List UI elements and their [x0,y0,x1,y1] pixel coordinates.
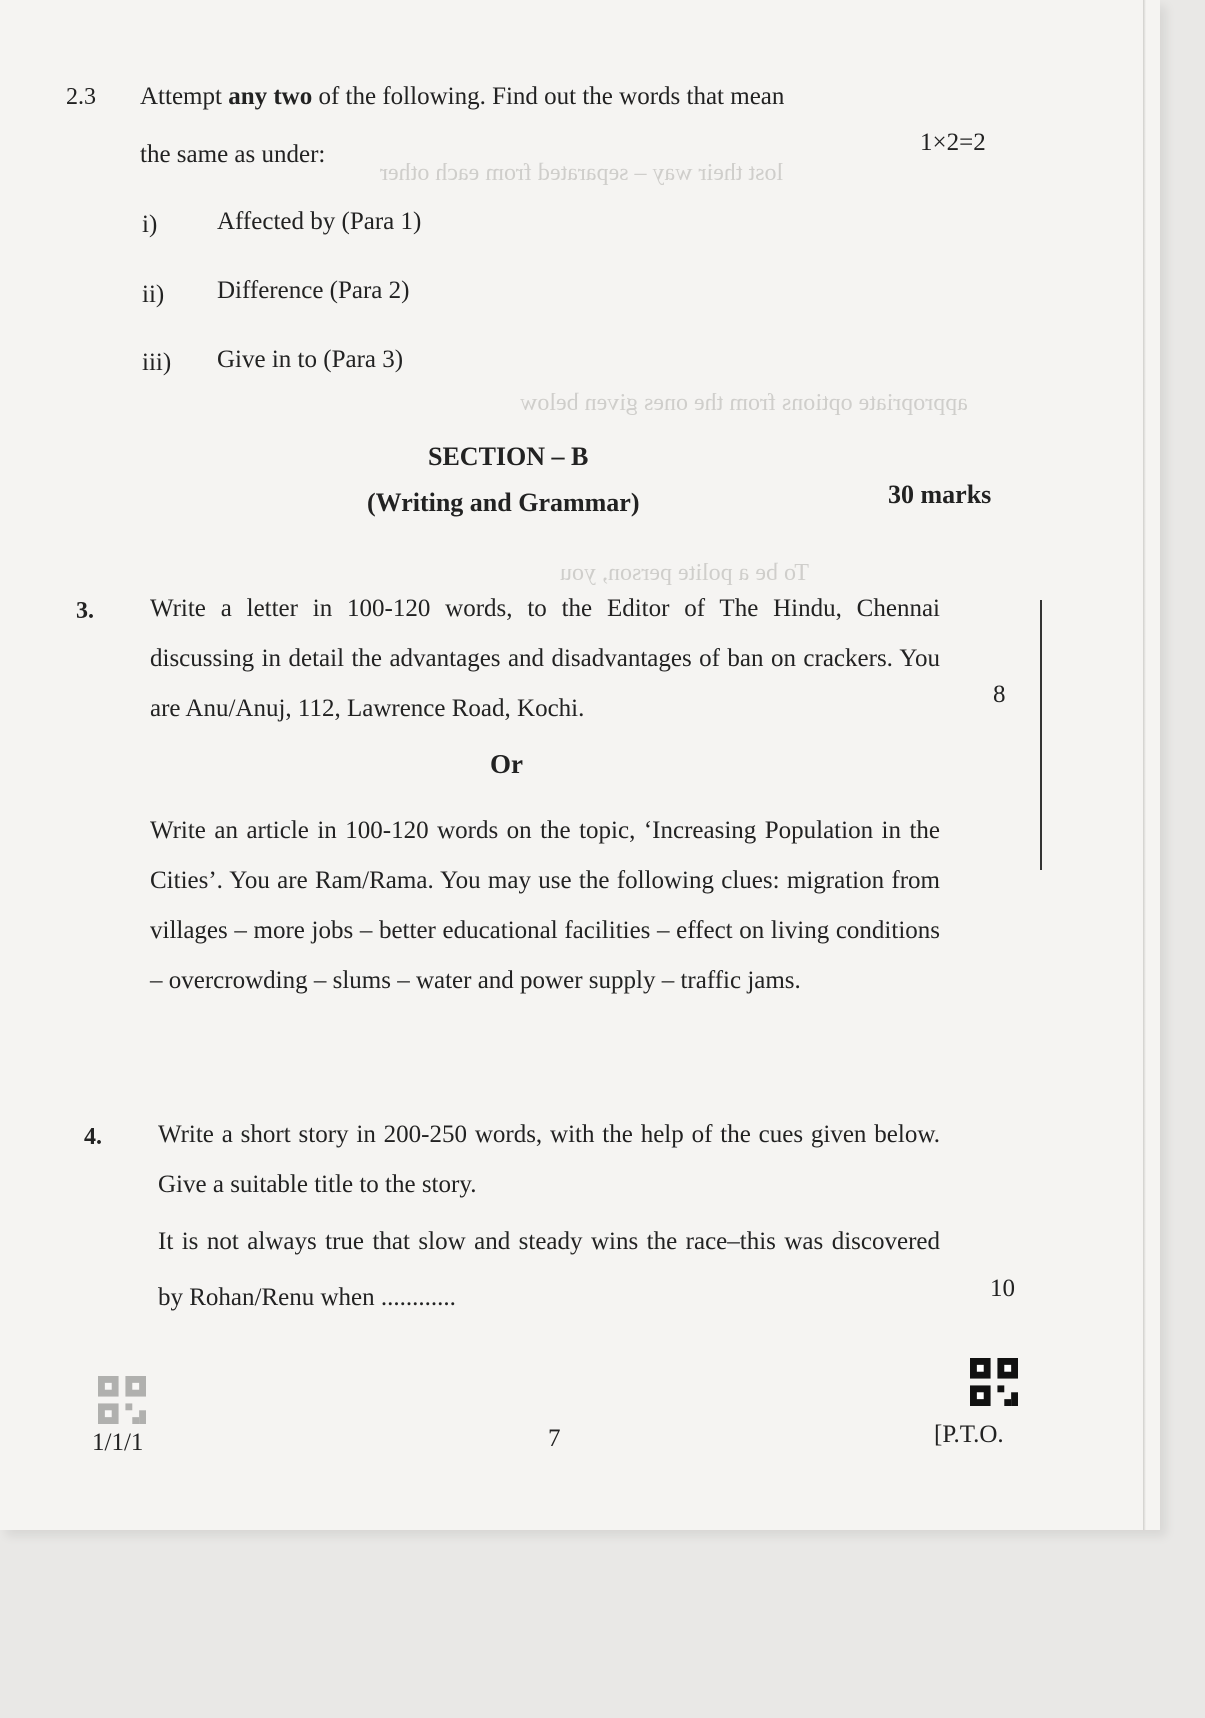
question-number: 3. [76,598,94,624]
story-cue: It is not always true that slow and steady wins the race–this was discovered by Rohan/Renu when ............ [158,1228,940,1311]
pto-label: [P.T.O. [934,1421,1004,1448]
page-edge [1143,0,1146,1530]
marks-label: 8 [993,681,1006,708]
item-label: ii) [142,281,165,308]
item-text: Give in to (Para 3) [217,346,404,373]
qr-code-icon [970,1358,1018,1406]
marks-label: 1×2=2 [920,129,986,156]
bleed-through-text: lost their way – separated from each other [380,160,784,186]
item-label: i) [142,211,158,238]
page-number: 7 [548,1425,561,1452]
section-subtitle: (Writing and Grammar) [367,488,640,517]
item-label: iii) [142,349,172,376]
paper-code: 1/1/1 [92,1429,144,1456]
margin-bar [1040,600,1042,870]
bleed-through-text: appropriate options from the ones given below [520,390,968,416]
bleed-through-text: To be a polite person, you [560,560,809,586]
question-text: Write a letter in 100-120 words, to the Editor of The Hindu, Chennai discussing in detail the advantages and disadvantages of ban on crackers. You are Anu/Anuj, 112, Lawrence Road, Kochi. [150,595,940,722]
question-number: 2.3 [66,84,96,110]
question-instruction-line2: the same as under: [140,141,326,168]
item-text: Difference (Para 2) [217,277,410,304]
marks-label: 10 [990,1275,1015,1302]
section-marks: 30 marks [888,480,992,509]
qr-code-icon [98,1376,146,1424]
question-text: Write a short story in 200-250 words, with the help of the cues given below. Give a suitable title to the story. [158,1121,940,1198]
or-label: Or [490,749,523,779]
section-title: SECTION – B [428,442,589,471]
question-instruction: Attempt any two of the following. Find out the words that mean [140,83,785,110]
question-number: 4. [84,1124,102,1150]
item-text: Affected by (Para 1) [217,208,422,235]
alternative-question-text: Write an article in 100-120 words on the topic, ‘Increasing Population in the Cities’. You are Ram/Rama. You may use the following clues: migration from villages – more jobs – better educational facilities – effect on living conditions – overcrowding – slums – water and power supply – traffic jams. [150,817,940,994]
